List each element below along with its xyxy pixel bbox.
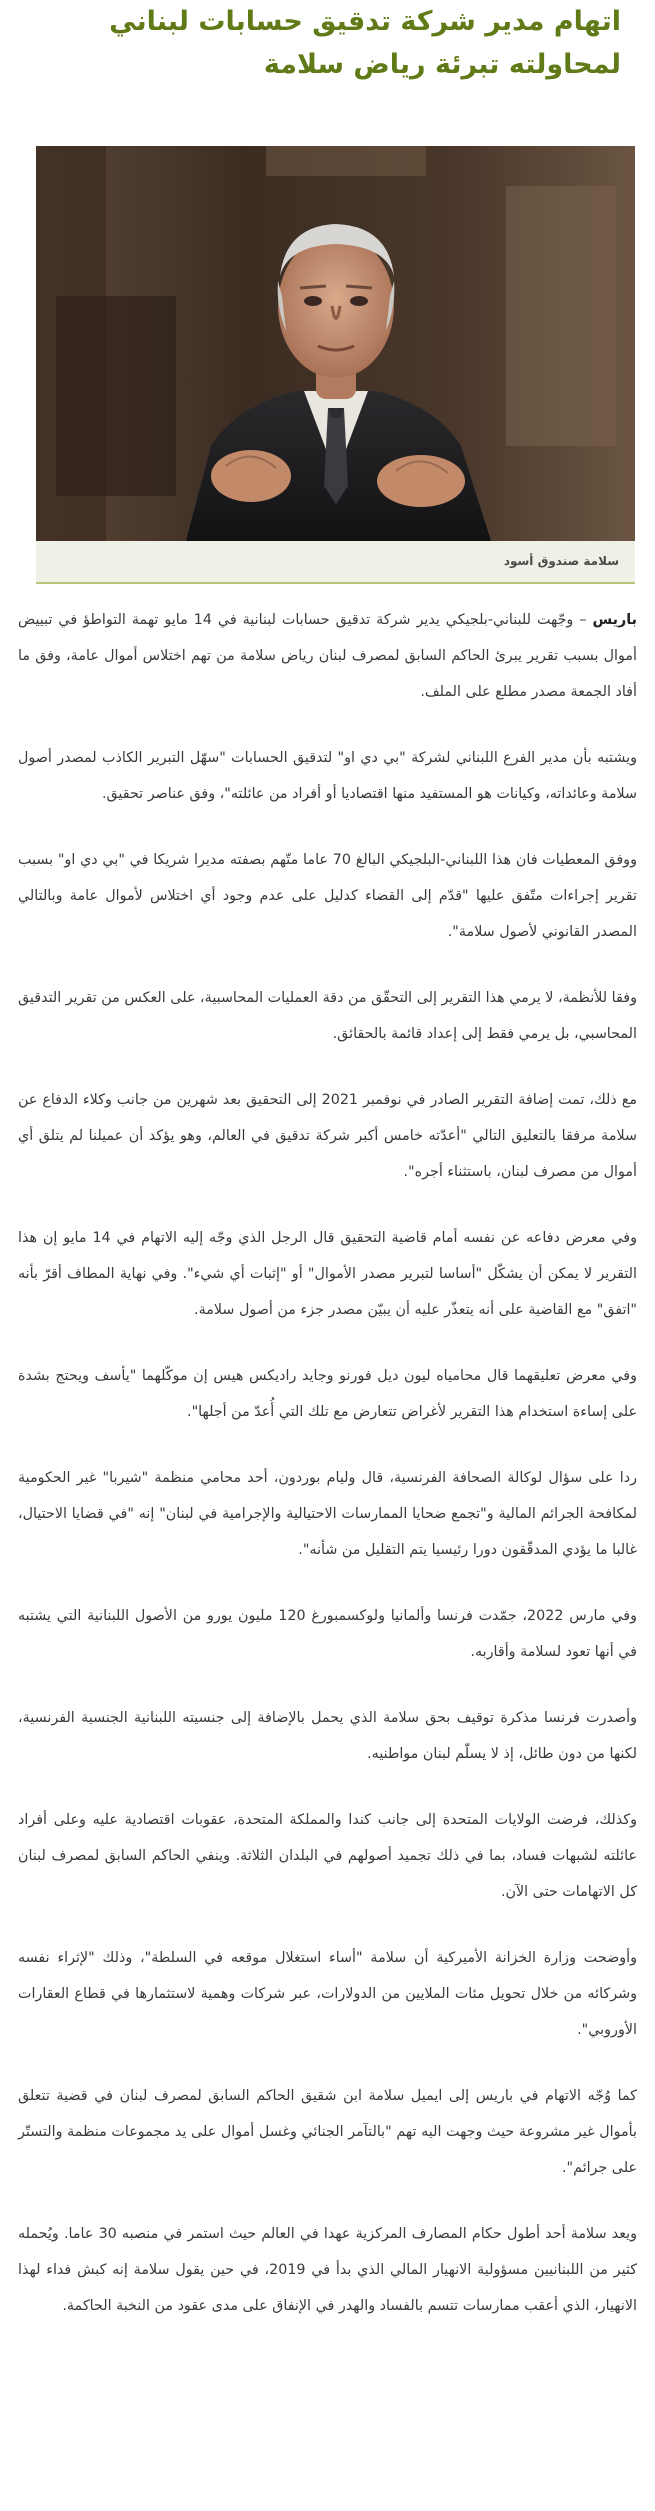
body-paragraph: ويشتبه بأن مدير الفرع اللبناني لشركة "بي دي او" لتدقيق الحسابات "سهّل التبرير الكاذب لمصدر أصول سلامة وعائداته، وكيانات هو المستفيد منها اقتصاديا أو أفراد من عائلته"، وفق عناصر تحقيق. <box>18 750 637 802</box>
body-paragraph: كما وُجّه الاتهام في باريس إلى ايميل سلامة ابن شقيق الحاكم السابق لمصرف لبنان في قضية تتعلق بأموال غير مشروعة حيث وجهت اليه تهم "بالتآمر الجنائي وغسل أموال على يد مجموعات منظمة والتستّر على جرائم". <box>18 2088 637 2176</box>
image-caption: سلامة صندوق أسود <box>503 554 619 568</box>
body-paragraph: وفي معرض تعليقهما قال محامياه ليون ديل فورنو وجايد راديكس هيس إن موكّلهما "يأسف ويحتج بشدة على إساءة استخدام هذا التقرير لأغراض تتعارض مع تلك التي أُعدّ من أجلها". <box>18 1368 637 1420</box>
body-paragraph: وأصدرت فرنسا مذكرة توقيف بحق سلامة الذي يحمل بالإضافة إلى جنسيته اللبنانية الجنسية الفرنسية، لكنها من دون طائل، إذ لا يسلّم لبنان مواطنيه. <box>18 1710 637 1762</box>
body-paragraph: وفي مارس 2022، جمّدت فرنسا وألمانيا ولوكسمبورغ 120 مليون يورو من الأصول اللبنانية التي يشتبه في أنها تعود لسلامة وأقاربه. <box>18 1608 637 1660</box>
article-body <box>18 602 637 2354</box>
body-paragraph: ويعد سلامة أحد أطول حكام المصارف المركزية عهدا في العالم حيث استمر في منصبه 30 عاما. ويُحمله كثير من اللبنانيين مسؤولية الانهيار المالي الذي بدأ في 2019، في حين يقول سلامة إنه كبش فداء لهذا الانهيار، الذي أعقب ممارسات تتسم بالفساد والهدر في الإنفاق على مدى عقود من النخبة الحاكمة. <box>18 2226 638 2314</box>
article-photo <box>36 146 635 541</box>
dateline: باريس <box>592 612 637 628</box>
lead-paragraph <box>18 602 637 710</box>
article-title: اتهام مدير شركة تدقيق حسابات لبناني لمحاولته تبرئة رياض سلامة <box>109 6 621 80</box>
portrait-illustration <box>36 146 635 541</box>
body-paragraph: ردا على سؤال لوكالة الصحافة الفرنسية، قال وليام بوردون، أحد محامي منظمة "شيربا" غير الحكومية لمكافحة الجرائم المالية و"تجمع ضحايا الممارسات الاحتيالية والإجرامية في لبنان" إنه "في قضايا الاحتيال، غالبا ما يؤدي المدقّقون دورا رئيسيا يتم التقليل من شأنه". <box>18 1470 637 1558</box>
lead-text: – وجّهت للبناني-بلجيكي يدير شركة تدقيق حسابات لبنانية في 14 مايو تهمة التواطؤ في تبييض أموال بسبب تقرير يبرئ الحاكم السابق لمصرف لبنان رياض سلامة من تهم اختلاس أموال عامة، وفق ما أفاد الجمعة مصدر مطلع على الملف. <box>18 612 637 700</box>
body-paragraph: وكذلك، فرضت الولايات المتحدة إلى جانب كندا والمملكة المتحدة، عقوبات اقتصادية عليه وعلى أفراد عائلته لشبهات فساد، بما في ذلك تجميد أصولهم في البلدان الثلاثة. وينفي الحاكم السابق لمصرف لبنان كل الاتهامات حتى الآن. <box>18 1812 637 1900</box>
body-paragraph: وفي معرض دفاعه عن نفسه أمام قاضية التحقيق قال الرجل الذي وجّه إليه الاتهام في 14 مايو إن هذا التقرير لا يمكن أن يشكّل "أساسا لتبرير مصدر الأموال" أو "إثبات أي شيء". وفي نهاية المطاف أقرّ بأنه "اتفق" مع القاضية على أنه يتعذّر عليه أن يبيّن مصدر جزء من أصول سلامة. <box>18 1230 637 1318</box>
body-paragraph: وأوضحت وزارة الخزانة الأميركية أن سلامة "أساء استغلال موقعه في السلطة"، وذلك "لإثراء نفسه وشركائه من خلال تحويل مئات الملايين من الدولارات، عبر شركات وهمية لاستثمارها في قطاع العقارات الأوروبي". <box>18 1950 637 2038</box>
body-paragraph: ووفق المعطيات فان هذا اللبناني-البلجيكي البالغ 70 عاما متّهم بصفته مديرا شريكا في "بي دي او" بسبب تقرير إجراءات متّفق عليها "قدّم إلى القضاء كدليل على عدم وجود أي اختلاس لأموال عامة وبالتالي المصدر القانوني لأصول سلامة". <box>18 852 637 940</box>
body-paragraph: وفقا للأنظمة، لا يرمي هذا التقرير إلى التحقّق من دقة العمليات المحاسبية، على العكس من تقرير التدقيق المحاسبي، بل يرمي فقط إلى إعداد قائمة بالحقائق. <box>18 990 637 1042</box>
body-paragraph: مع ذلك، تمت إضافة التقرير الصادر في نوفمبر 2021 إلى التحقيق بعد شهرين من جانب وكلاء الدفاع عن سلامة مرفقا بالتعليق التالي "أعدّته خامس أكبر شركة تدقيق في العالم، وهو يؤكد أن عميلنا لم يتلق أي أموال من مصرف لبنان، باستثناء أجره". <box>18 1092 638 1180</box>
article-figure <box>36 146 635 584</box>
